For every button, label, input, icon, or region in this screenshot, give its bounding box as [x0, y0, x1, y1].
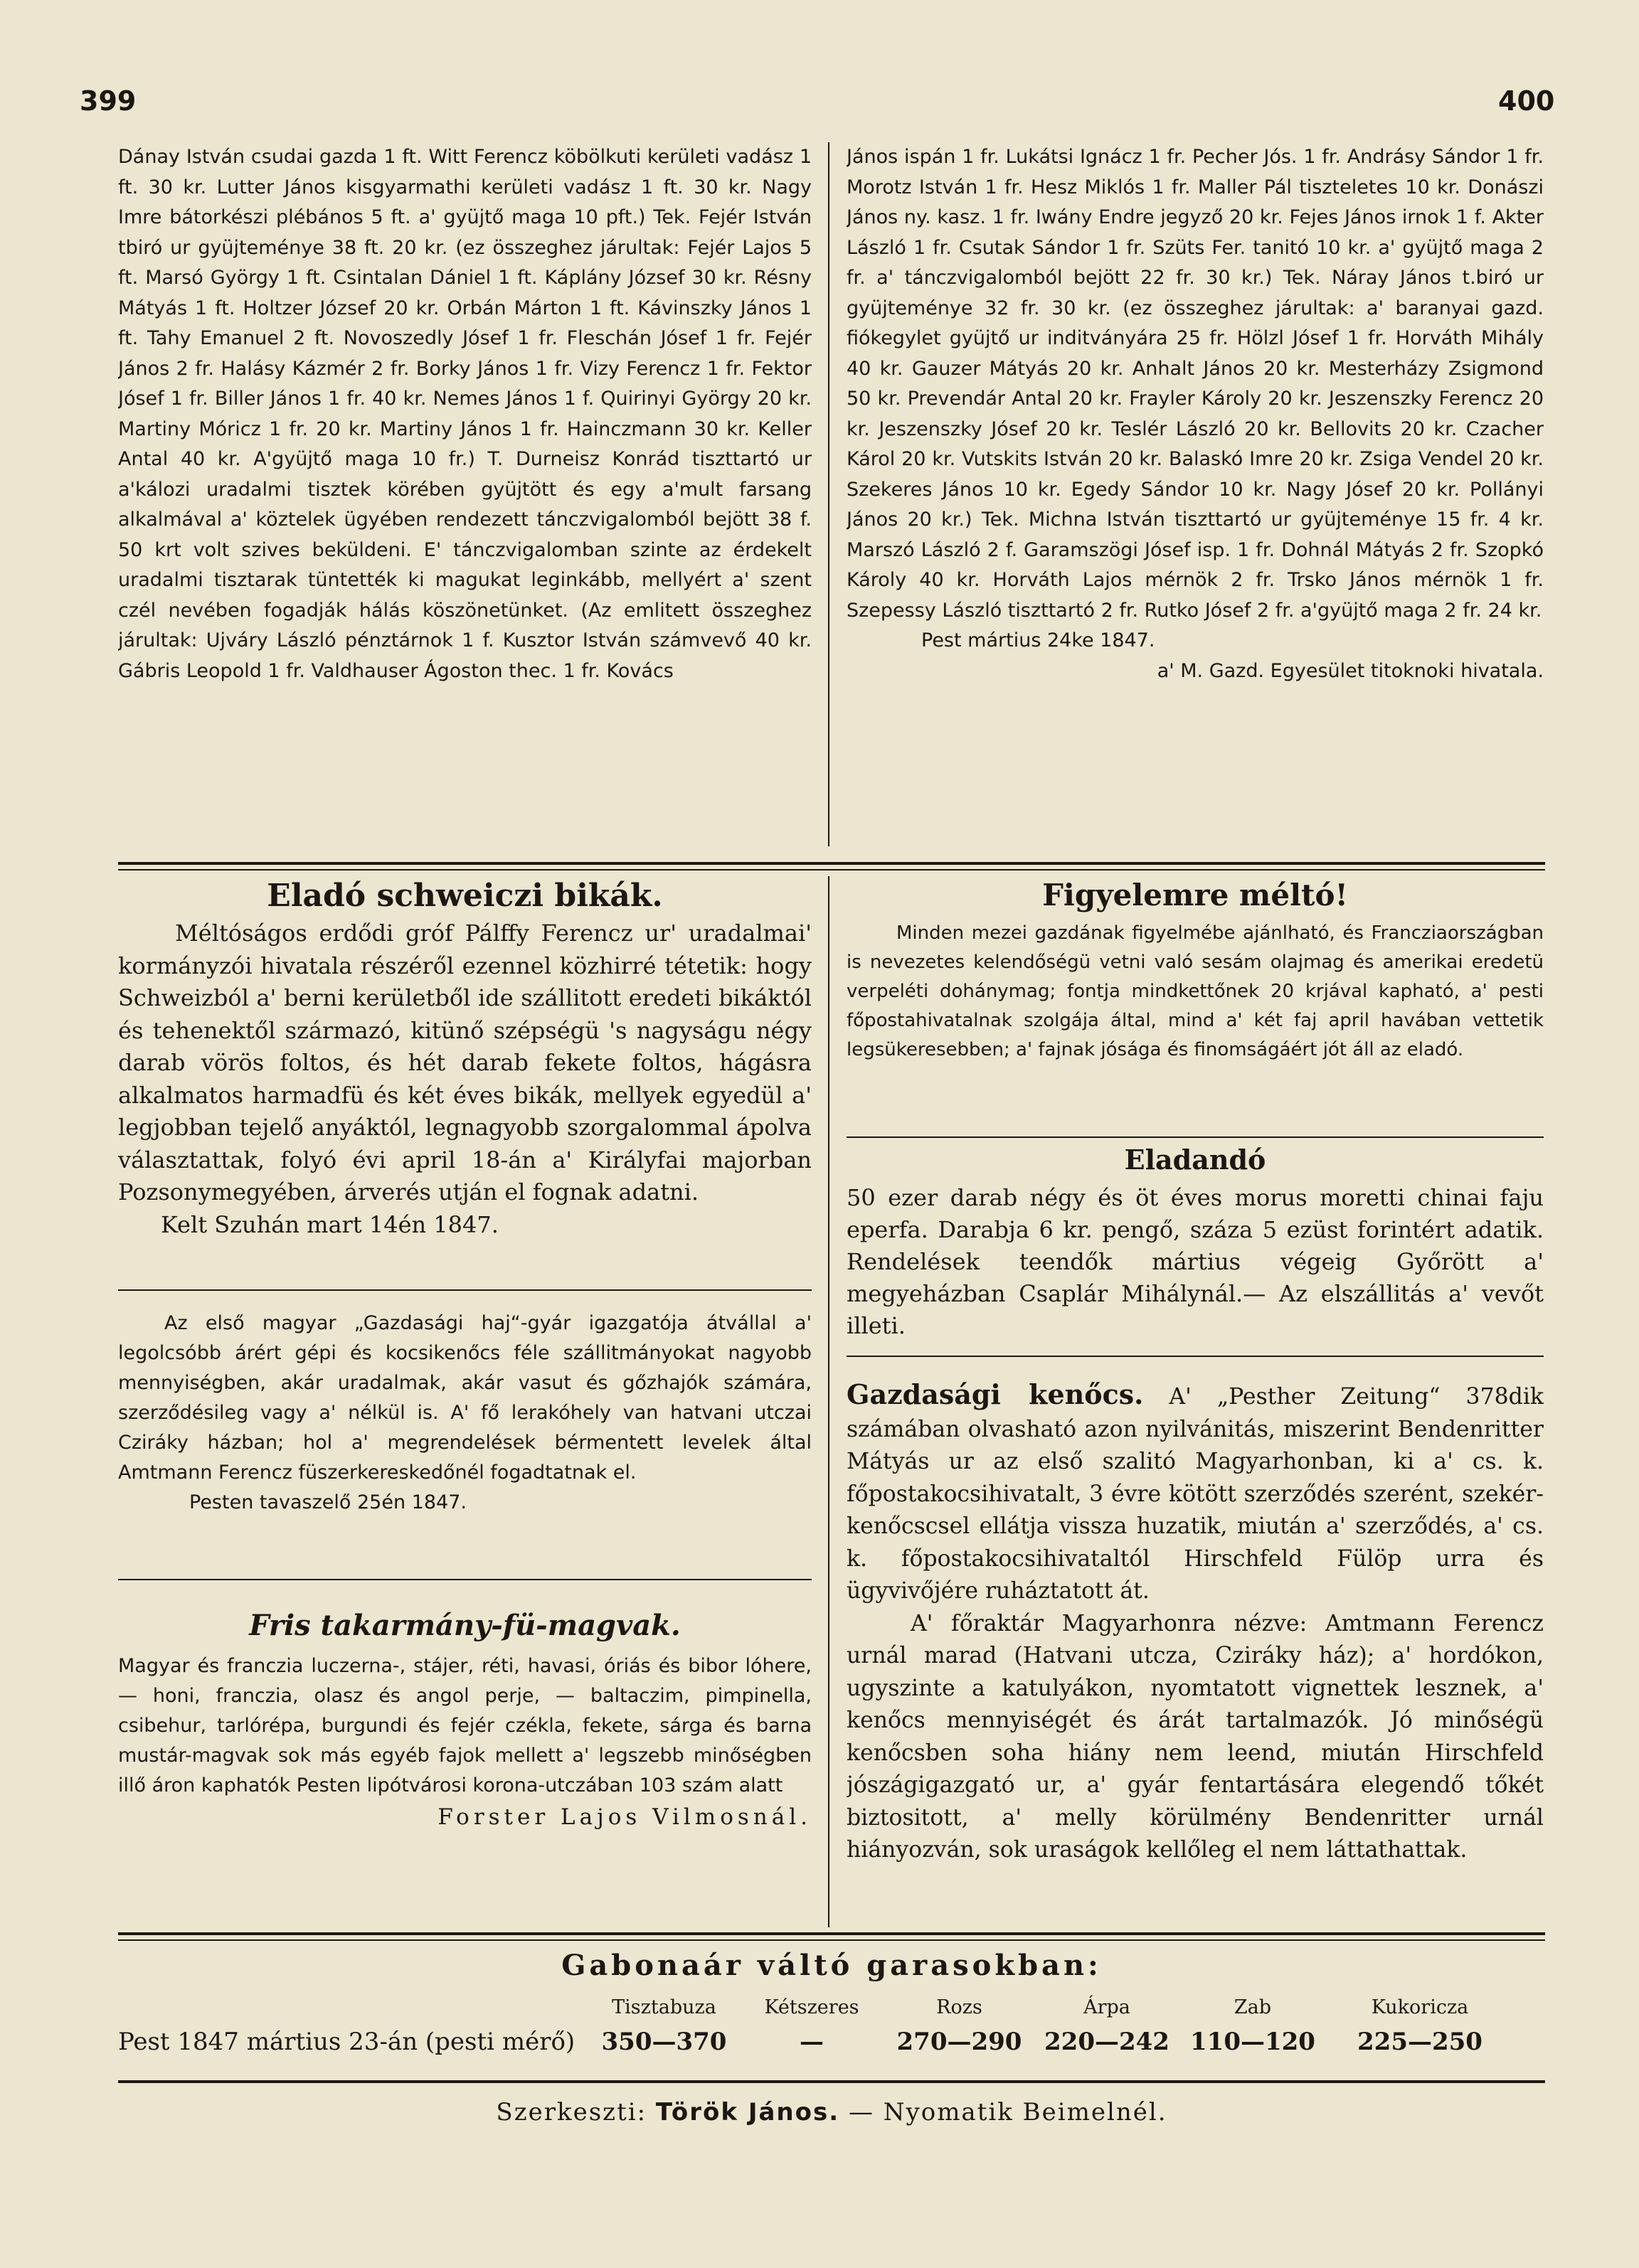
ad6-lead: Gazdasági kenőcs.: [847, 1378, 1144, 1410]
ad3-text: Magyar és franczia luczerna-, stájer, réti, havasi, óriás és bibor lóhere, — honi, franczia, olasz és angol perje, — baltaczim, pimpinella, csibehur, tarlórépa, burgundi és fejér czékla, fekete, sárga és barna mustár-magvak sok más egyéb fajok mellett a' legszebb minőségben illő áron kaphatók Pesten lipótvárosi korona-utczában 103 szám alatt: [118, 1655, 812, 1796]
ad6-body: [847, 1378, 1544, 1926]
separator-ad2: [118, 1579, 812, 1580]
ad3-title: Fris takarmány-fü-magvak.: [249, 1609, 681, 1642]
separator-ad4: [847, 1136, 1544, 1138]
grain-header: Tisztabuza: [612, 1996, 716, 2018]
double-rule-bottom-b: [118, 1939, 1545, 1941]
ad4-text: Minden mezei gazdának figyelmébe ajánlható, és Francziaországban is nevezetes kelendőségü vetni való sesám olajmag és amerikai eredetü verpeléti dohánymag; fontja mindkettőnek 20 krjával kapható, a' pesti főpostahivatalnak szolgája által, mind a' két faj april havában vettetik legsükeresebben; a' fajnak jósága és finomságáért jót áll az eladó.: [847, 922, 1544, 1060]
ad1-body: [118, 917, 812, 1273]
separator-ad1: [118, 1289, 812, 1291]
dateline: Pest mártius 24ke 1847.: [921, 629, 1155, 651]
grain-value: 110—120: [1190, 2028, 1315, 2056]
ad4-body: [847, 919, 1544, 1154]
grain-header: Zab: [1234, 1996, 1272, 2018]
ad5-text: 50 ezer darab négy és öt éves morus moretti chinai faju eperfa. Darabja 6 kr. pengő, százа 5 ezüst forintért adatik. Rendelések teendők mártius végeig Győrött a' megyeházban Csaplár Mihálynál.— Az elszállitás a' vevőt illeti.: [847, 1184, 1544, 1339]
signature: a' M. Gazd. Egyesület titoknoki hivatala.: [1157, 659, 1544, 682]
footer-printer: — Nyomatik Beimelnél.: [848, 2098, 1167, 2126]
ad3-sign: Forster Lajos Vilmosnál.: [437, 1804, 812, 1830]
top-left-column: [118, 142, 812, 846]
separator-ad5: [847, 1356, 1544, 1357]
grain-price-table: [118, 1991, 1512, 2061]
footer-editor: Török János.: [655, 2098, 840, 2126]
column-divider-ads: [828, 876, 829, 1927]
grain-value: 220—242: [1044, 2028, 1169, 2056]
page-number-right: 400: [1498, 85, 1555, 117]
ad4-title: Figyelemre méltó!: [1042, 878, 1348, 912]
ad5-title: Eladandó: [1124, 1144, 1266, 1176]
ad6-text-2: A' főraktár Magyarhonra nézve: Amtmann Ferencz urnál marad (Hatvani utcza, Cziráky ház); a' hordókon, ugyszinte a katulyákon, nyomtatott vignettek lesznek, a' kenőcs mennyiségét és árát tartalmazók. Jó minőségü kenőcsben soha hiány nem leend, miután Hirschfeld jószágigazgató ur, a' gyár fentartására elegendő tőkét biztositott, a' melly körülmény Bendenritter urnál hiányozván, sok uraságok kellőleg el nem láttathattak.: [847, 1610, 1544, 1863]
footer-imprint: [118, 2098, 1545, 2126]
grain-header-row: [118, 1991, 1512, 2023]
ad2-text: Az első magyar „Gazdasági haj“-gyár igazgatója átvállal a' legolcsóbb árért gépi és kocsikenőcs féle szállitmányokat nagyobb mennyiségben, akár uradalmak, akár vasut és gőzhajók számára, szerződésileg vagy a' nélkül is. A' fő lerakóhely van hatvani utczai Cziráky házban; hol a' megrendelések bérmentett levelek által Amtmann Ferencz füszerkereskedőnél fogadtatnak el.: [118, 1312, 812, 1484]
top-right-column: [847, 142, 1544, 846]
grain-header: Árpa: [1083, 1996, 1130, 2018]
rule-above-footer: [118, 2080, 1545, 2083]
ad3-body: [118, 1651, 812, 1922]
grain-header: Rozs: [936, 1996, 982, 2018]
grain-value: —: [800, 2028, 824, 2056]
column-divider-top: [828, 142, 829, 846]
grain-header: Kukoricza: [1371, 1996, 1469, 2018]
page-number-left: 399: [80, 85, 137, 117]
grain-value: 350—370: [601, 2028, 727, 2056]
ad6-text-1: A' „Pesther Zeitung“ 378dik számában olvasható azon nyilvánitás, miszerint Bendenritter Mátyás ur az első szalitó Magyarhonban, ki a' cs. k. főpostakocsihivatalt, 3 évre kötött szerződés szerént, szekér-kenőcscsel ellátja vissza huzatik, miután a' szerződés, a' cs. k. főpostakocsihivataltól Hirschfeld Fülöp urra és ügyvivőjére ruháztatott át.: [847, 1384, 1544, 1604]
ad5-body: [847, 1182, 1544, 1353]
ad1-text: Méltóságos erdődi gróf Pálffy Ferencz ur' uradalmai' kormányzói hivatala részéről ezennel közhirré tétetik: hogy Schweizból a' berni kerületből ide szállitott eredeti bikáktól és tehenektől származó, kitünő szépségü 's nagyságu négy darab vörös foltos, és hét darab fekete foltos, hágásra alkalmatos harmadfü és két éves bikák, mellyek egyedül a' legjobban tejelő anyáktól, legnagyobb szorgalommal ápolva választattak, folyó évi april 18-án a' Királyfai majorban Pozsonymegyében, árverés utján el fognak adatni.: [118, 920, 812, 1205]
grain-value-row: [118, 2023, 1512, 2061]
ad2-body: [118, 1309, 812, 1607]
double-rule-top-a: [118, 862, 1545, 865]
ad2-date: Pesten tavaszelő 25én 1847.: [189, 1491, 467, 1513]
ad1-date: Kelt Szuhán mart 14én 1847.: [161, 1210, 499, 1238]
donation-list-right: János ispán 1 fr. Lukátsi Ignácz 1 fr. Pecher Jós. 1 fr. Andrásy Sándor 1 fr. Morotz István 1 fr. Hesz Miklós 1 fr. Maller Pál tiszteletes 10 kr. Donászi János ny. kasz. 1 fr. Iwány Endre jegyző 20 kr. Fejes János irnok 1 f. Akter László 1 fr. Csutak Sándor 1 fr. Szüts Fer. tanitó 10 kr. a' gyüjtő maga 2 fr. a' tánczvigalomból bejött 22 fr. 30 kr.) Tek. Náray János t.biró ur gyüjteménye 32 fr. 30 kr. (ez összeghez járultak: a' baranyai gazd. fiókegylet gyüjtő ur inditványára 25 fr. Hölzl Jósef 1 fr. Horváth Mihály 40 kr. Gauzer Mátyás 20 kr. Anhalt János 20 kr. Mesterházy Zsigmond 50 kr. Prevendár Antal 20 kr. Frayler Károly 20 kr. Jeszenszky Ferencz 20 kr. Jeszenszky Jósef 20 kr. Teslér László 20 kr. Bellovits 20 kr. Czacher Károl 20 kr. Vutskits István 20 kr. Balaskó Imre 20 kr. Zsiga Vendel 20 kr. Szekeres János 10 kr. Egedy Sándor 10 kr. Nagy Jósef 20 kr. Pollányi János 20 kr.) Tek. Michna István tiszttartó ur gyüjteménye 15 fr. 4 kr. Marszó László 2 f. Garamszögi Jósef isp. 1 fr. Dohnál Mátyás 2 fr. Szopkó Károly 40 kr. Horváth Lajos mérnök 2 fr. Trsko János mérnök 1 fr. Szepessy László tiszttartó 2 fr. Rutko Jósef 2 fr. a'gyüjtő maga 2 fr. 24 kr.: [847, 146, 1544, 622]
grain-row-label: Pest 1847 mártius 23-án (pesti mérő): [118, 2028, 575, 2056]
grain-value: 225—250: [1357, 2028, 1482, 2056]
grain-value: 270—290: [896, 2028, 1022, 2056]
double-rule-top-b: [118, 869, 1545, 871]
double-rule-bottom-a: [118, 1932, 1545, 1935]
ad1-title: Eladó schweiczi bikák.: [267, 878, 663, 914]
grain-header: Kétszeres: [764, 1996, 859, 2018]
footer-prefix: Szerkeszti:: [496, 2098, 647, 2126]
donation-list-left: Dánay István csudai gazda 1 ft. Witt Ferencz köbölkuti kerületi vadász 1 ft. 30 kr. Lutter János kisgyarmathi kerületi vadász 1 ft. 30 kr. Nagy Imre bátorkészi plébános 5 ft. a' gyüjtő maga 10 pft.) Tek. Fejér István tbiró ur gyüjteménye 38 ft. 20 kr. (ez összeghez járultak: Fejér Lajos 5 ft. Marsó György 1 ft. Csintalan Dániel 1 ft. Káplány József 30 kr. Résny Mátyás 1 ft. Holtzer József 20 kr. Orbán Márton 1 ft. Kávinszky János 1 ft. Tahy Emanuel 2 ft. Novoszedly Jósef 1 fr. Fleschán Jósef 1 fr. Fejér János 2 fr. Halásy Kázmér 2 fr. Borky János 1 fr. Vizy Ferencz 1 fr. Fektor Jósef 1 fr. Biller János 1 fr. 40 kr. Nemes János 1 f. Quirinyi György 20 kr. Martiny Móricz 1 fr. 20 kr. Martiny János 1 fr. Hainczmann 30 kr. Keller Antal 40 kr. A'gyüjtő maga 10 fr.) T. Durneisz Konrád tiszttartó ur a'kálozi uradalmi tisztek körében gyüjtött és egy a'mult farsang alkalmával a' köztelek ügyében rendezett tánczvigalomból bejött 38 f. 50 krt volt szives beküldeni. E' tánczvigalomban szinte az érdekelt uradalmi tisztarak tüntették ki magukat leginkább, mellyért a' szent czél nevében fogadják hálás köszönetünket. (Az emlitett összeghez járultak: Ujváry László pénztárnok 1 f. Kusztor István számvevő 40 kr. Gábris Leopold 1 fr. Valdhauser Ágoston thec. 1 fr. Kovács: [118, 146, 812, 682]
grain-title: Gabonaár váltó garasokban:: [561, 1949, 1102, 1982]
